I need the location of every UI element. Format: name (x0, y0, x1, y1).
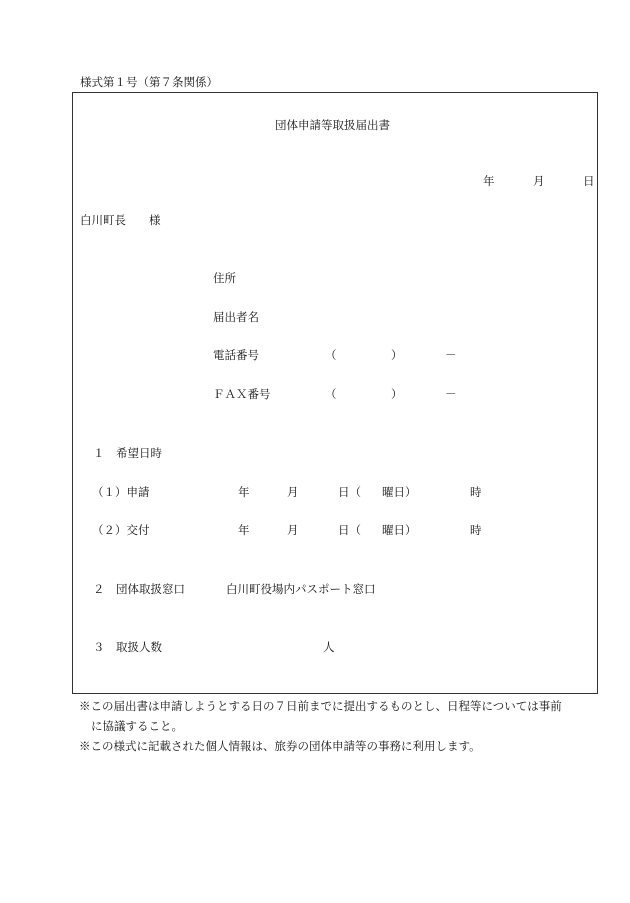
section2-value: 白川町役場内パスポート窓口 (226, 582, 376, 596)
issue-day: 日（ (338, 523, 361, 537)
fax-paren-open: （ (325, 387, 337, 401)
phone-dash: － (445, 348, 457, 362)
note2: ※この様式に記載された個人情報は、旅券の団体申請等の事務に利用します。 (79, 739, 481, 753)
date-year: 年 (483, 174, 495, 188)
section3-heading: ３ 取扱人数 (93, 640, 162, 654)
request-hour: 時 (470, 485, 482, 499)
issue-label: （２）交付 (92, 523, 150, 537)
issue-hour: 時 (470, 523, 482, 537)
phone-paren-open: （ (325, 348, 337, 362)
form-title: 団体申請等取扱届出書 (275, 118, 390, 132)
note1-line2: に協議すること。 (91, 719, 183, 733)
section1-heading: １ 希望日時 (93, 446, 162, 460)
fax-dash: － (445, 387, 457, 401)
fax-label: ＦＡＸ番号 (213, 387, 271, 401)
issue-year: 年 (238, 523, 250, 537)
request-weekday: 曜日） (382, 485, 417, 499)
phone-label: 電話番号 (213, 348, 259, 362)
note1-line1: ※この届出書は申請しようとする日の７日前までに提出するものとし、日程等については事前 (79, 699, 562, 713)
section3-unit: 人 (323, 640, 335, 654)
address-label: 住所 (213, 271, 236, 285)
issue-month: 月 (287, 523, 299, 537)
applicant-name-label: 届出者名 (213, 310, 259, 324)
phone-paren-close: ） (391, 348, 403, 362)
fax-paren-close: ） (391, 387, 403, 401)
request-year: 年 (238, 485, 250, 499)
section2-heading: ２ 団体取扱窓口 (93, 582, 185, 596)
request-month: 月 (287, 485, 299, 499)
date-day: 日 (583, 174, 595, 188)
request-day: 日（ (338, 485, 361, 499)
date-month: 月 (533, 174, 545, 188)
form-number: 様式第１号（第７条関係） (80, 75, 218, 89)
request-label: （１）申請 (92, 485, 150, 499)
addressee: 白川町長 様 (80, 213, 161, 227)
issue-weekday: 曜日） (382, 523, 417, 537)
